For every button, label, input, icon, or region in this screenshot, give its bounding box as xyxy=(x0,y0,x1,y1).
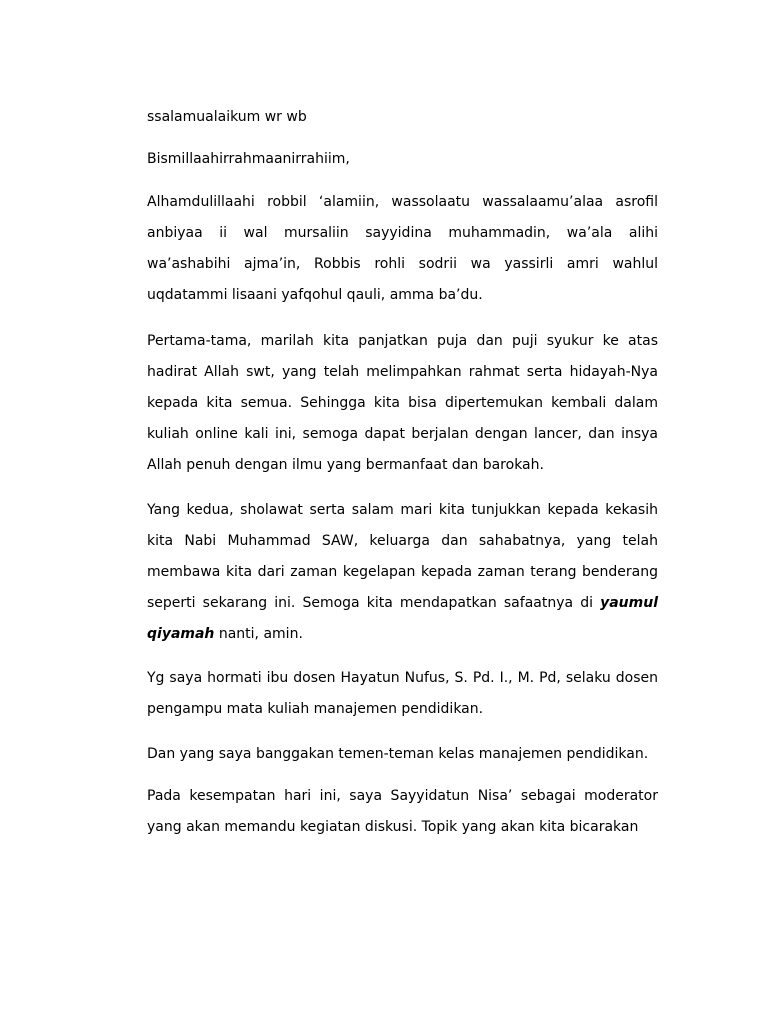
moderator-intro-paragraph: Pada kesempatan hari ini, saya Sayyidatun Nisa’ sebagai moderator yang akan memandu kegiatan diskusi. Topik yang akan kita bicarakan xyxy=(147,788,658,835)
second-point-text: Yang kedua, sholawat serta salam mari kita tunjukkan kepada kekasih kita Nabi Muhammad SAW, keluarga dan sahabatnya, yang telah membawa kita dari zaman kegelapan kepada zaman terang benderang seperti sekarang ini. Semoga kita mendapatkan safaatnya di xyxy=(147,502,658,611)
second-point-closing: nanti, amin. xyxy=(214,626,303,642)
opening-prayer-paragraph: Alhamdulillaahi robbil ‘alamiin, wassolaatu wassalaamu’alaa asrofil anbiyaa ii wal mursaliin sayyidina muhammadin, wa’ala alihi wa’ashabihi ajma’in, Robbis rohli sodrii wa yassirli amri wahlul uqdatammi lisaani yafqohul qauli, amma ba’du. xyxy=(147,194,658,303)
second-point-paragraph xyxy=(147,495,658,650)
greeting-paragraph: ssalamualaikum wr wb xyxy=(147,109,307,125)
basmalah-paragraph: Bismillaahirrahmaanirrahiim, xyxy=(147,151,350,167)
friends-greeting-paragraph: Dan yang saya banggakan temen-teman kelas manajemen pendidikan. xyxy=(147,746,649,762)
lecturer-greeting-paragraph: Yg saya hormati ibu dosen Hayatun Nufus, S. Pd. I., M. Pd, selaku dosen pengampu mata kuliah manajemen pendidikan. xyxy=(147,670,658,717)
first-point-paragraph: Pertama-tama, marilah kita panjatkan puja dan puji syukur ke atas hadirat Allah swt, yang telah melimpahkan rahmat serta hidayah-Nya kepada kita semua. Sehingga kita bisa dipertemukan kembali dalam kuliah online kali ini, semoga dapat berjalan dengan lancer, dan insya Allah penuh dengan ilmu yang bermanfaat dan barokah. xyxy=(147,333,658,473)
emphasized-term: yaumul qiyamah xyxy=(147,595,658,642)
document-body xyxy=(147,102,658,843)
